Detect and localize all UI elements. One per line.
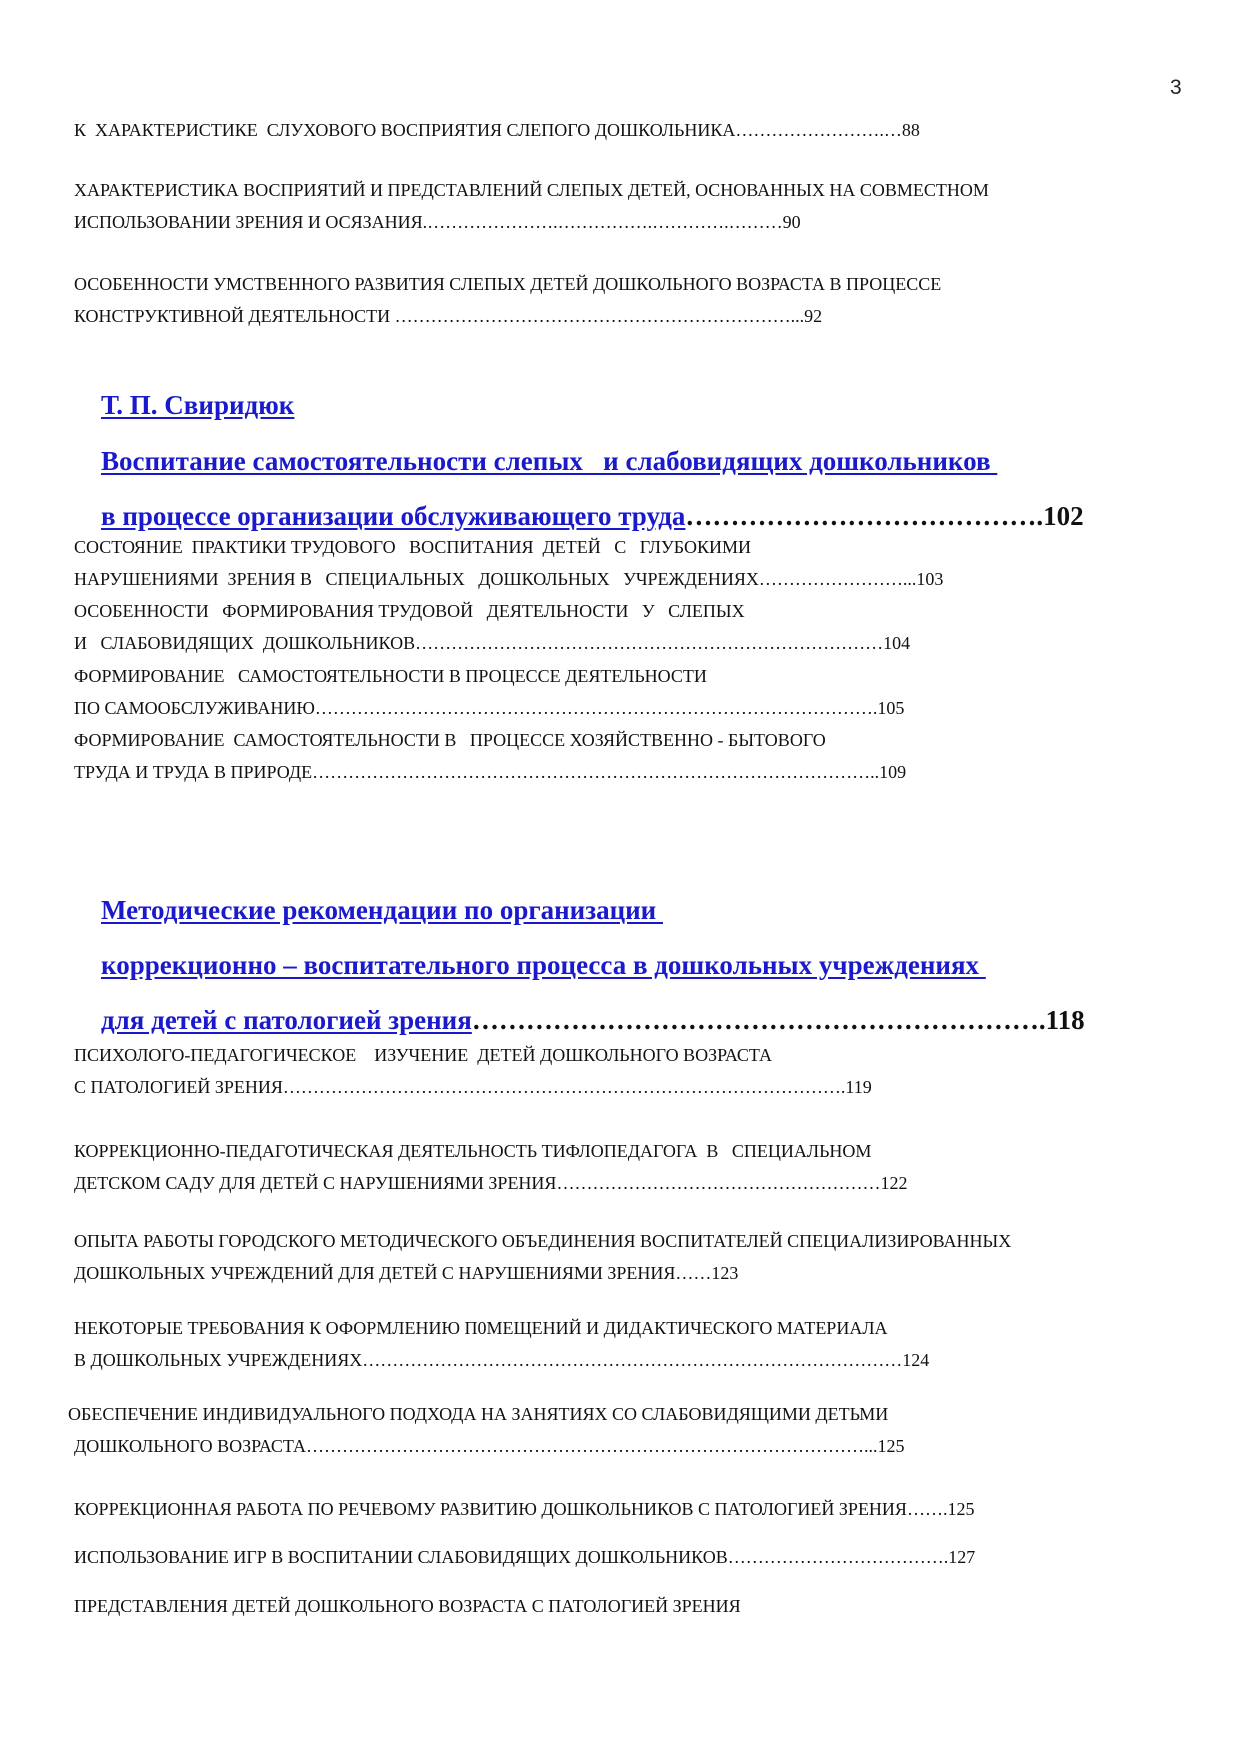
toc-entry: СОСТОЯНИЕ ПРАКТИКИ ТРУДОВОГО ВОСПИТАНИЯ ДЕТЕЙ С ГЛУБОКИМИ [74,537,751,557]
section-title-link[interactable]: в процессе организации обслуживающего труда [101,501,686,531]
section-page-number: 102 [1043,501,1084,531]
section-title-link[interactable]: для детей с патологией зрения [101,1005,472,1035]
toc-entry: ДЕТСКОМ САДУ ДЛЯ ДЕТЕЙ С НАРУШЕНИЯМИ ЗРЕНИЯ………………………………………………122 [74,1173,908,1193]
toc-entry: КОРРЕКЦИОННО-ПЕДАГОТИЧЕСКАЯ ДЕЯТЕЛЬНОСТЬ ТИФЛОПЕДАГОГА В СПЕЦИАЛЬНОМ [74,1141,872,1161]
toc-entry: ДОШКОЛЬНЫХ УЧРЕЖДЕНИЙ ДЛЯ ДЕТЕЙ С НАРУШЕНИЯМИ ЗРЕНИЯ……123 [74,1263,739,1283]
toc-entry: ИСПОЛЬЗОВАНИИ ЗРЕНИЯ И ОСЯЗАНИЯ.………………….…………….………….………90 [74,212,801,232]
toc-entry: ПРЕДСТАВЛЕНИЯ ДЕТЕЙ ДОШКОЛЬНОГО ВОЗРАСТА С ПАТОЛОГИЕЙ ЗРЕНИЯ [74,1596,741,1616]
toc-entry: ОБЕСПЕЧЕНИЕ ИНДИВИДУАЛЬНОГО ПОДХОДА НА ЗАНЯТИЯХ СО СЛАБОВИДЯЩИМИ ДЕТЬМИ [68,1404,889,1424]
toc-entry: ФОРМИРОВАНИЕ САМОСТОЯТЕЛЬНОСТИ В ПРОЦЕССЕ ДЕЯТЕЛЬНОСТИ [74,666,707,686]
toc-entry: ДОШКОЛЬНОГО ВОЗРАСТА…………………………………………………………………………………...125 [74,1436,905,1456]
toc-entry: В ДОШКОЛЬНЫХ УЧРЕЖДЕНИЯХ………………………………………………………………………………124 [74,1350,930,1370]
toc-entry: КОНСТРУКТИВНОЙ ДЕЯТЕЛЬНОСТИ …………………………………………………………...92 [74,306,823,326]
toc-entry: КОРРЕКЦИОННАЯ РАБОТА ПО РЕЧЕВОМУ РАЗВИТИЮ ДОШКОЛЬНИКОВ С ПАТОЛОГИЕЙ ЗРЕНИЯ…….125 [74,1499,975,1519]
page-number: 3 [1170,76,1182,99]
toc-entry: НЕКОТОРЫЕ ТРЕБОВАНИЯ К ОФОРМЛЕНИЮ П0МЕЩЕНИЙ И ДИДАКТИЧЕСКОГО МАТЕРИАЛА [74,1318,888,1338]
toc-entry: ОСОБЕННОСТИ УМСТВЕННОГО РАЗВИТИЯ СЛЕПЫХ ДЕТЕЙ ДОШКОЛЬНОГО ВОЗРАСТА В ПРОЦЕССЕ [74,274,942,294]
leader-dots: …………………………………. [685,501,1044,531]
section-page-number: 118 [1045,1005,1085,1035]
toc-entry: ОСОБЕННОСТИ ФОРМИРОВАНИЯ ТРУДОВОЙ ДЕЯТЕЛЬНОСТИ У СЛЕПЫХ [74,601,745,621]
section-title-link[interactable]: Методические рекомендации по организации [101,895,663,925]
toc-entry: НАРУШЕНИЯМИ ЗРЕНИЯ В СПЕЦИАЛЬНЫХ ДОШКОЛЬНЫХ УЧРЕЖДЕНИЯХ……………………...103 [74,569,944,589]
toc-entry: И СЛАБОВИДЯЩИХ ДОШКОЛЬНИКОВ……………………………………………………………………104 [74,633,911,653]
toc-entry: К ХАРАКТЕРИСТИКЕ СЛУХОВОГО ВОСПРИЯТИЯ СЛЕПОГО ДОШКОЛЬНИКА…………………….…88 [74,120,920,140]
toc-entry: ОПЫТА РАБОТЫ ГОРОДСКОГО МЕТОДИЧЕСКОГО ОБЪЕДИНЕНИЯ ВОСПИТАТЕЛЕЙ СПЕЦИАЛИЗИРОВАННЫХ [74,1231,1012,1251]
toc-entry: ТРУДА И ТРУДА В ПРИРОДЕ…………………………………………………………………………………..109 [74,762,907,782]
toc-entry: ПО САМООБСЛУЖИВАНИЮ………………………………………………………………………………….105 [74,698,905,718]
toc-entry: ФОРМИРОВАНИЕ САМОСТОЯТЕЛЬНОСТИ В ПРОЦЕССЕ ХОЗЯЙСТВЕННО - БЫТОВОГО [74,730,826,750]
toc-entry: С ПАТОЛОГИЕЙ ЗРЕНИЯ………………………………………………………………………………….119 [74,1077,872,1097]
section-title-link[interactable]: Воспитание самостоятельности слепых и слабовидящих дошкольников [101,446,998,476]
toc-entry: ХАРАКТЕРИСТИКА ВОСПРИЯТИЙ И ПРЕДСТАВЛЕНИЙ СЛЕПЫХ ДЕТЕЙ, ОСНОВАННЫХ НА СОВМЕСТНОМ [74,180,989,200]
section-title-link[interactable]: коррекционно – воспитательного процесса в дошкольных учреждениях [101,950,986,980]
toc-entry: ИСПОЛЬЗОВАНИЕ ИГР В ВОСПИТАНИИ СЛАБОВИДЯЩИХ ДОШКОЛЬНИКОВ……………………………….127 [74,1547,976,1567]
author-link[interactable]: Т. П. Свиридюк [101,390,295,420]
leader-dots: ………………………………………………………. [471,1005,1046,1035]
toc-entry: ПСИХОЛОГО-ПЕДАГОГИЧЕСКОЕ ИЗУЧЕНИЕ ДЕТЕЙ ДОШКОЛЬНОГО ВОЗРАСТА [74,1045,773,1065]
